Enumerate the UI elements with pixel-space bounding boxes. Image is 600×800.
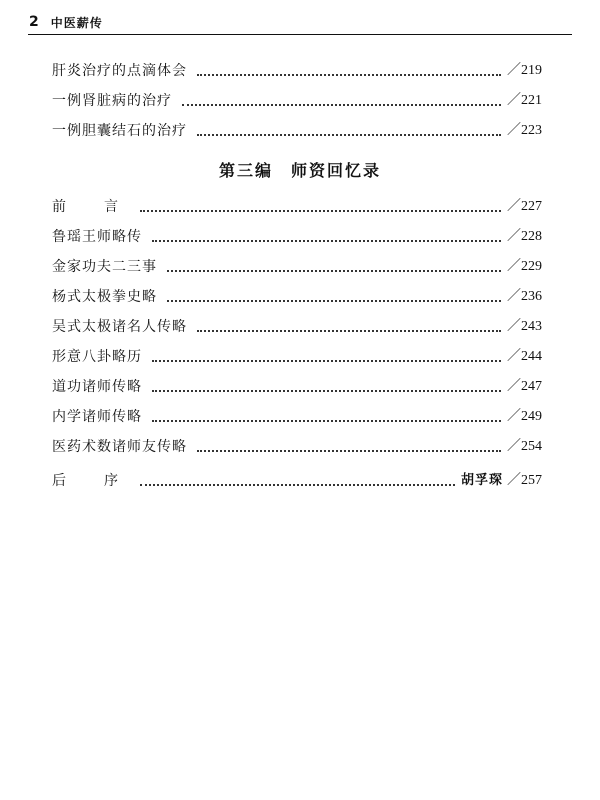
toc-entry-page: ／257: [507, 473, 542, 488]
dot-leader: [197, 74, 501, 76]
toc-entry-title: 鲁瑶王师略传: [52, 229, 142, 245]
toc-afterword: [52, 460, 542, 490]
toc-entry-afterword[interactable]: [52, 460, 542, 490]
toc-entry[interactable]: [52, 246, 542, 276]
toc-entry-title: 形意八卦略历: [52, 349, 142, 365]
toc-entry-page: ／249: [507, 409, 542, 424]
toc-entry-page: ／247: [507, 379, 542, 394]
dot-leader: [182, 104, 501, 106]
toc-entry[interactable]: [52, 276, 542, 306]
toc-entry-page: ／229: [507, 259, 542, 274]
dot-leader: [152, 360, 501, 362]
toc-entry[interactable]: [52, 366, 542, 396]
toc-entry-title: 医药术数诸师友传略: [52, 439, 187, 455]
toc-entry[interactable]: [52, 80, 542, 110]
running-title: 中医薪传: [50, 15, 103, 30]
toc-entry-title: 杨式太极拳史略: [52, 289, 157, 305]
dot-leader: [152, 390, 501, 392]
toc-entry-page: ／223: [507, 123, 542, 138]
section-heading: 第三编 师资回忆录: [218, 161, 381, 180]
toc-entry[interactable]: [52, 216, 542, 246]
toc-entry[interactable]: [52, 396, 542, 426]
page-header: [29, 12, 103, 32]
toc-entry-page: ／221: [507, 93, 542, 108]
toc-entry-title: 后 序: [52, 473, 130, 489]
toc-entry-title: 肝炎治疗的点滴体会: [52, 63, 187, 79]
toc-entry-title: 前 言: [52, 199, 130, 215]
toc-entry[interactable]: [52, 50, 542, 80]
toc-entry-page: ／254: [507, 439, 542, 454]
dot-leader: [152, 420, 501, 422]
toc-top-entries: [52, 50, 542, 140]
toc-section-entries: [52, 186, 542, 456]
toc-entry-page: ／228: [507, 229, 542, 244]
toc-entry[interactable]: [52, 186, 542, 216]
dot-leader: [140, 210, 501, 212]
toc-entry[interactable]: [52, 110, 542, 140]
dot-leader: [197, 134, 501, 136]
toc-entry[interactable]: [52, 306, 542, 336]
page-number: 2: [29, 14, 39, 30]
dot-leader: [152, 240, 501, 242]
dot-leader: [197, 330, 501, 332]
dot-leader: [140, 484, 455, 486]
toc-entry[interactable]: [52, 426, 542, 456]
toc-entry-page: ／243: [507, 319, 542, 334]
toc-entry-page: ／227: [507, 199, 542, 214]
toc-entry-title: 金家功夫二三事: [52, 259, 157, 275]
dot-leader: [167, 270, 501, 272]
toc-entry-page: ／236: [507, 289, 542, 304]
toc-entry-page: ／244: [507, 349, 542, 364]
toc-entry-title: 一例胆囊结石的治疗: [52, 123, 187, 139]
toc-entry-title: 一例肾脏病的治疗: [52, 93, 172, 109]
toc-entry-author: 胡孚琛: [460, 473, 503, 488]
dot-leader: [197, 450, 501, 452]
toc-entry[interactable]: [52, 336, 542, 366]
header-rule: [28, 34, 572, 35]
toc-entry-title: 内学诸师传略: [52, 409, 142, 425]
toc-entry-title: 道功诸师传略: [52, 379, 142, 395]
toc-entry-page: ／219: [507, 63, 542, 78]
toc-entry-title: 吴式太极诸名人传略: [52, 319, 187, 335]
dot-leader: [167, 300, 501, 302]
